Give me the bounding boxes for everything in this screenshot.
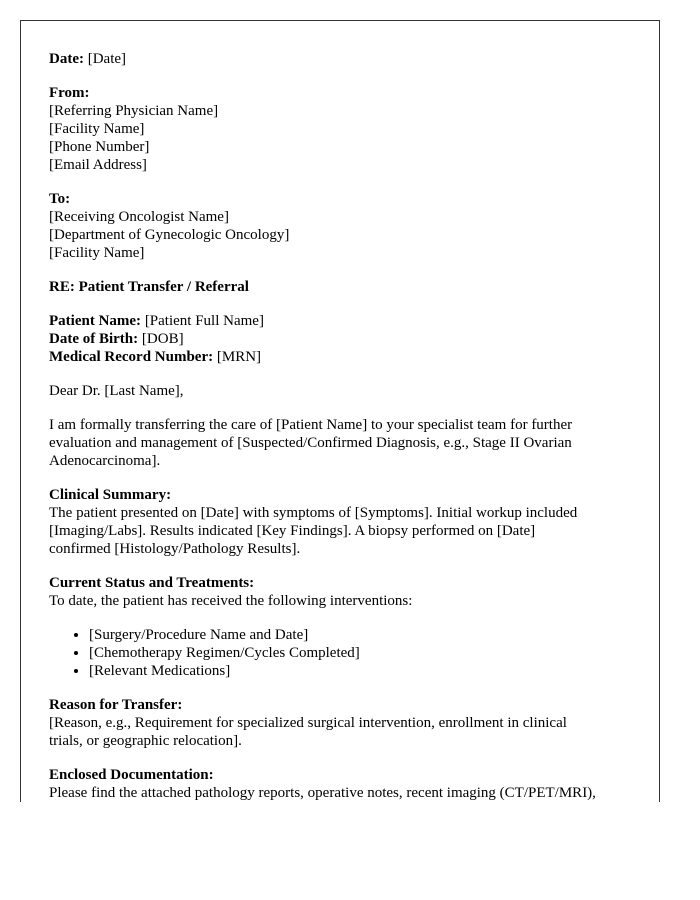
list-item: • [Relevant Medications] <box>89 662 659 680</box>
reason-line: trials, or geographic relocation]. <box>49 733 242 749</box>
to-block <box>49 190 659 262</box>
enclosed-section <box>49 766 659 802</box>
letter-page <box>20 20 660 802</box>
intro-line: Adenocarcinoma]. <box>49 453 161 469</box>
clinical-line: confirmed [Histology/Pathology Results]. <box>49 541 301 557</box>
intro-line: I am formally transferring the care of [Patient Name] to your specialist team for further <box>49 417 573 433</box>
patient-name-label: Patient Name: <box>49 313 142 329</box>
enclosed-heading: Enclosed Documentation: <box>49 767 214 783</box>
to-line: [Department of Gynecologic Oncology] <box>49 227 290 243</box>
re-text: RE: Patient Transfer / Referral <box>49 279 249 295</box>
mrn-value: [MRN] <box>216 349 262 365</box>
mrn-line <box>49 348 659 366</box>
reason-line: [Reason, e.g., Requirement for specialized surgical intervention, enrollment in clinical <box>49 715 567 731</box>
salutation: Dear Dr. [Last Name], <box>49 383 184 399</box>
treatment-list <box>49 626 659 680</box>
intro-line: evaluation and management of [Suspected/Confirmed Diagnosis, e.g., Stage II Ovarian <box>49 435 572 451</box>
list-item: • [Surgery/Procedure Name and Date] <box>89 626 659 644</box>
enclosed-line: Please find the attached pathology reports, operative notes, recent imaging (CT/PET/MRI), <box>49 785 596 801</box>
status-section <box>49 574 659 610</box>
to-label: To: <box>49 191 71 207</box>
clinical-summary <box>49 486 659 558</box>
clinical-line: The patient presented on [Date] with symptoms of [Symptoms]. Initial workup included <box>49 505 578 521</box>
from-block <box>49 84 659 174</box>
dob-label: Date of Birth: <box>49 331 139 347</box>
patient-name-line <box>49 312 659 330</box>
reason-heading: Reason for Transfer: <box>49 697 183 713</box>
dob-line <box>49 330 659 348</box>
to-line: [Receiving Oncologist Name] <box>49 209 229 225</box>
status-heading: Current Status and Treatments: <box>49 575 255 591</box>
re-line <box>49 278 659 296</box>
from-line: [Referring Physician Name] <box>49 103 219 119</box>
to-line: [Facility Name] <box>49 245 145 261</box>
status-line: To date, the patient has received the following interventions: <box>49 593 413 609</box>
intro-paragraph <box>49 416 659 470</box>
date-line <box>49 50 659 68</box>
list-item: • [Chemotherapy Regimen/Cycles Completed] <box>89 644 659 662</box>
from-label: From: <box>49 85 90 101</box>
clinical-heading: Clinical Summary: <box>49 487 172 503</box>
date-value: [Date] <box>87 51 127 67</box>
from-line: [Phone Number] <box>49 139 150 155</box>
from-line: [Facility Name] <box>49 121 145 137</box>
clinical-line: [Imaging/Labs]. Results indicated [Key Findings]. A biopsy performed on [Date] <box>49 523 536 539</box>
reason-section <box>49 696 659 750</box>
patient-block <box>49 312 659 366</box>
dob-value: [DOB] <box>141 331 184 347</box>
from-line: [Email Address] <box>49 157 147 173</box>
date-label: Date: <box>49 51 84 67</box>
patient-name-value: [Patient Full Name] <box>144 313 264 329</box>
mrn-label: Medical Record Number: <box>49 349 214 365</box>
